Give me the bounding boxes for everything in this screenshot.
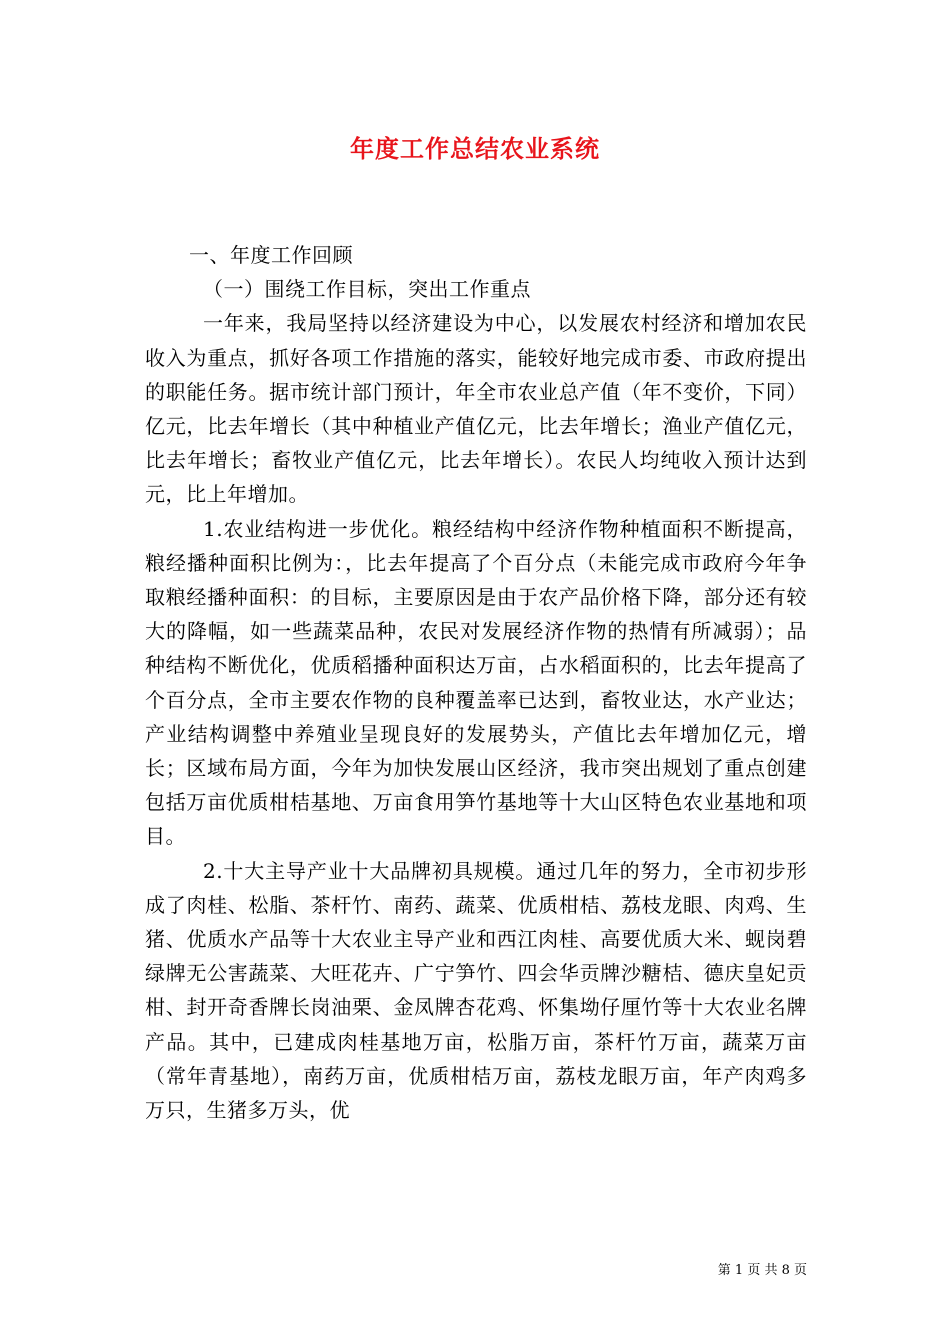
page-title: 年度工作总结农业系统 (350, 134, 600, 163)
document-body (145, 238, 807, 1127)
page-number-footer: 第 1 页 共 8 页 (717, 1263, 807, 1278)
section-heading: 一、年度工作回顾 (189, 243, 353, 267)
intro-paragraph: 一年来，我局坚持以经济建设为中心，以发展农村经济和增加农民收入为重点，抓好各项工作措施的落实，能较好地完成市委、市政府提出的职能任务。据市统计部门预计，年全市农业总产值（年不变价，下同）亿元，比去年增长（其中种植业产值亿元，比去年增长；渔业产值亿元，比去年增长；畜牧业产值亿元，比去年增长）。农民人均纯收入预计达到元，比上年增加。 (145, 311, 807, 507)
paragraph-leading-industries: 2.十大主导产业十大品牌初具规模。通过几年的努力，全市初步形成了肉桂、松脂、茶杆竹、南药、蔬菜、优质柑桔、荔枝龙眼、肉鸡、生猪、优质水产品等十大农业主导产业和西江肉桂、高要优质大米、蚬岗碧绿牌无公害蔬菜、大旺花卉、广宁笋竹、四会华贡牌沙糖桔、德庆皇妃贡柑、封开奇香牌长岗油栗、金凤牌杏花鸡、怀集坳仔厘竹等十大农业名牌产品。其中，已建成肉桂基地万亩，松脂万亩，茶杆竹万亩，蔬菜万亩（常年青基地），南药万亩，优质柑桔万亩，荔枝龙眼万亩，年产肉鸡多万只，生猪多万头，优 (145, 858, 807, 1123)
paragraph-agri-structure: 1.农业结构进一步优化。粮经结构中经济作物种植面积不断提高，粮经播种面积比例为：，比去年提高了个百分点（未能完成市政府今年争取粮经播种面积：的目标，主要原因是由于农产品价格下降，部分还有较大的降幅，如一些蔬菜品种，农民对发展经济作物的热情有所减弱）；品种结构不断优化，优质稻播种面积达万亩，占水稻面积的，比去年提高了个百分点，全市主要农作物的良种覆盖率已达到，畜牧业达，水产业达；产业结构调整中养殖业呈现良好的发展势头，产值比去年增加亿元，增长；区域布局方面，今年为加快发展山区经济，我市突出规划了重点创建包括万亩优质柑桔基地、万亩食用笋竹基地等十大山区特色农业基地和项目。 (145, 516, 807, 849)
subsection-heading: （一）围绕工作目标，突出工作重点 (203, 277, 531, 302)
